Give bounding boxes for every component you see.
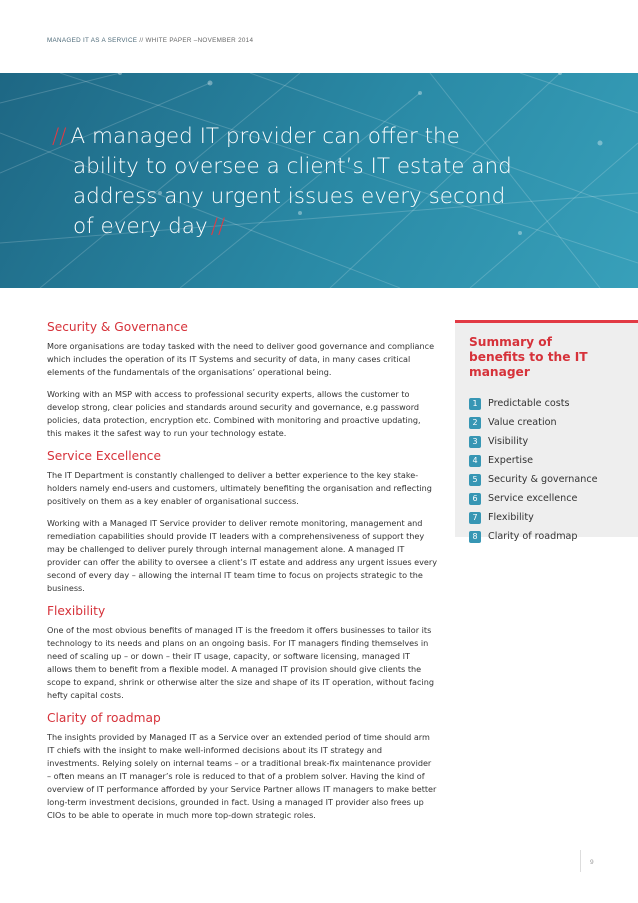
section-title: Clarity of roadmap [47, 711, 161, 725]
page-number: 9 [590, 859, 594, 866]
section-flexibility [47, 604, 437, 702]
section-clarity-of-roadmap [47, 711, 437, 822]
paragraph: Working with a Managed IT Service provider to deliver remote monitoring, management and remediation capabilities should provide IT leaders with a comprehensiveness of support they may be challenged to deliver purely through internal management alone. A managed IT provider can offer the ability to oversee a client’s IT estate and address any urgent issues every second of every day – allowing the internal IT team time to focus on projects strategic to the business. [47, 518, 438, 593]
paragraph: More organisations are today tasked with the need to deliver good governance and compliance which includes the operation of its IT Systems and security of data, in many cases critical elements of the fundamentals of the organisations’ operational being. [47, 341, 435, 377]
benefit-label: Clarity of roadmap [488, 531, 578, 542]
quote-mark-close: // [210, 214, 226, 239]
benefit-number-badge: 6 [469, 493, 481, 505]
hero-banner [0, 73, 638, 288]
paragraph: One of the most obvious benefits of managed IT is the freedom it offers businesses to tailor its technology to its needs and plans on an ongoing basis. For IT managers finding themselves in need of scaling up – or down – their IT usage, capacity, or software licensing, managed IT allows them to benefit from a flexible model. A managed IT provision should give clients the scope to expand, shrink or otherwise alter the size and shape of its IT operation, without facing hefty capital costs. [47, 625, 434, 700]
section-service-excellence [47, 449, 437, 595]
benefit-number-badge: 1 [469, 398, 481, 410]
paragraph: The IT Department is constantly challenged to deliver a better experience to the key stake-holders namely end-users and customers, ultimately benefiting the organisation and reflecting positively on them as a key enabler of organisational success. [47, 470, 432, 506]
paragraph: Working with an MSP with access to professional security experts, allows the customer to develop strong, clear policies and standards around security and governance, e.g password policies, data protection, encryption etc. Combined with monitoring and proactive updating, this makes it the safest way to run your technology estate. [47, 389, 421, 438]
benefit-label: Visibility [488, 436, 529, 447]
paragraph: The insights provided by Managed IT as a Service over an extended period of time should arm IT chiefs with the insight to make well-informed decisions about its IT strategy and investments. Relying solely on internal teams – or a traditional break-fix maintenance provider – often means an IT manager’s role is reduced to that of a problem solver. Having the kind of overview of IT performance afforded by your Service Partner allows IT managers to make better long-term investment decisions, grounded in fact. Using a managed IT provider also frees up CIOs to be able to operate in much more top-down strategic roles. [47, 732, 437, 820]
section-title: Flexibility [47, 604, 106, 618]
quote-line-2: ability to oversee a client’s IT estate and [73, 154, 512, 179]
benefit-item [469, 413, 624, 432]
quote-line-1: A managed IT provider can offer the [70, 124, 460, 149]
quote-line-3: address any urgent issues every second [73, 184, 506, 209]
publication-subtitle: // WHITE PAPER –NOVEMBER 2014 [137, 37, 254, 44]
benefit-item [469, 527, 624, 546]
benefit-label: Service excellence [488, 493, 578, 504]
benefits-summary-box [455, 320, 638, 542]
benefit-item [469, 432, 624, 451]
benefit-number-badge: 5 [469, 474, 481, 486]
benefit-label: Security & governance [488, 474, 598, 485]
pull-quote [52, 122, 552, 242]
benefit-number-badge: 4 [469, 455, 481, 467]
benefit-item [469, 451, 624, 470]
publication-title: MANAGED IT AS A SERVICE [47, 37, 138, 44]
benefit-label: Expertise [488, 455, 534, 466]
benefit-number-badge: 7 [469, 512, 481, 524]
section-security-governance [47, 320, 437, 440]
benefits-summary-title: Summary of benefits to the IT manager [469, 335, 588, 379]
benefit-label: Predictable costs [488, 398, 570, 409]
page-number-divider [580, 850, 581, 872]
benefit-item [469, 470, 624, 489]
benefit-label: Value creation [488, 417, 557, 428]
benefit-number-badge: 2 [469, 417, 481, 429]
benefit-item [469, 489, 624, 508]
benefit-label: Flexibility [488, 512, 534, 523]
benefit-number-badge: 3 [469, 436, 481, 448]
quote-mark-open: // [52, 124, 67, 149]
running-header [47, 37, 253, 44]
main-content [47, 320, 437, 831]
quote-line-4: of every day [73, 214, 208, 239]
quote-line-4-wrap [52, 212, 552, 242]
section-title: Service Excellence [47, 449, 162, 463]
benefit-item [469, 508, 624, 527]
section-title: Security & Governance [47, 320, 188, 334]
benefit-item [469, 394, 624, 413]
benefit-number-badge: 8 [469, 531, 481, 543]
